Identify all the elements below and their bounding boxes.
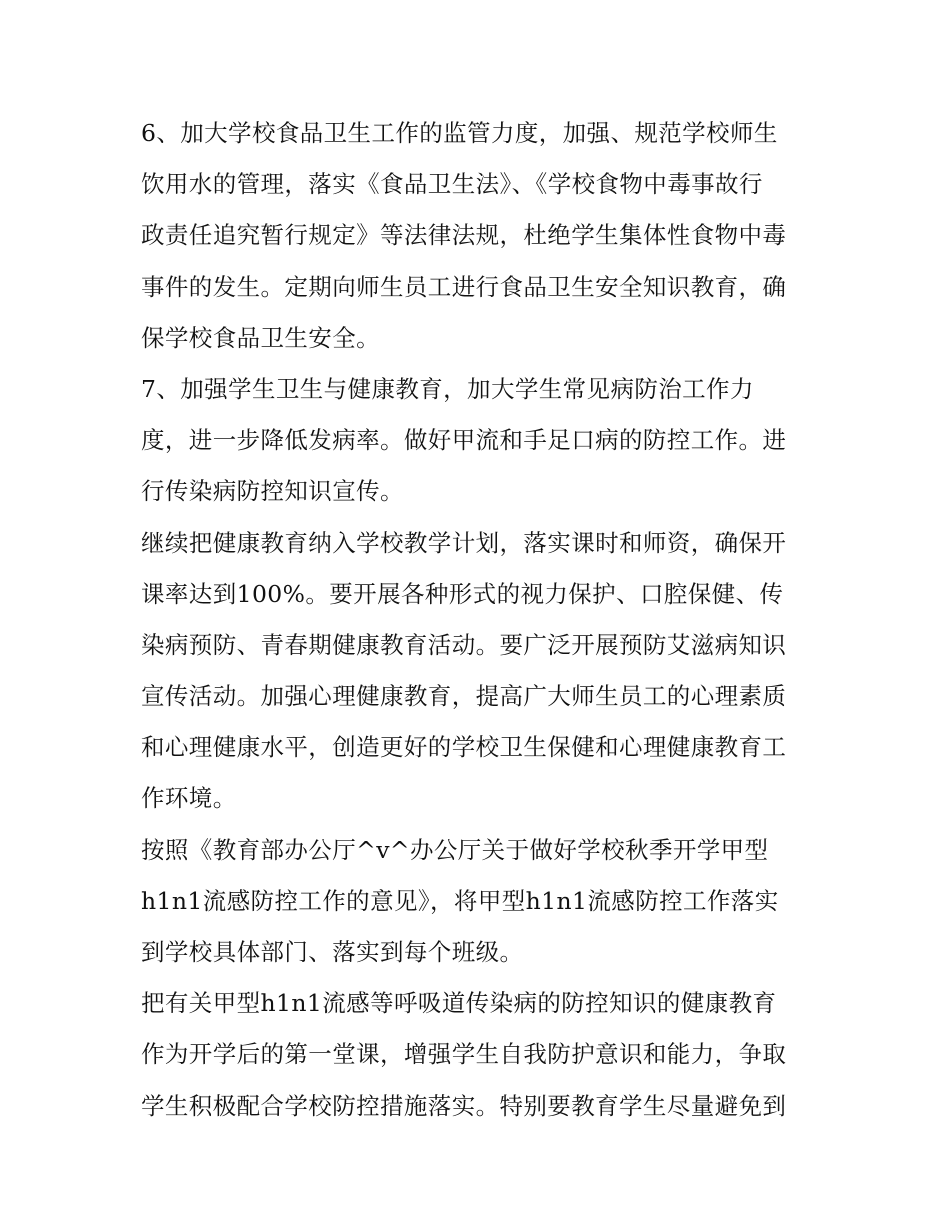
- text-line: 作为开学后的第一堂课，增强学生自我防护意识和能力，争取: [141, 1040, 787, 1069]
- text-line: 课率达到100%。要开展各种形式的视力保护、口腔保健、传: [141, 579, 784, 608]
- text-line: 作环境。: [141, 784, 237, 813]
- text-line: 继续把健康教育纳入学校教学计划，落实课时和师资，确保开: [141, 528, 787, 557]
- text-line: 把有关甲型h1n1流感等呼吸道传染病的防控知识的健康教育: [141, 989, 777, 1018]
- text-line: 染病预防、青春期健康教育活动。要广泛开展预防艾滋病知识: [141, 630, 787, 659]
- text-line: 宣传活动。加强心理健康教育，提高广大师生员工的心理素质: [141, 682, 787, 711]
- text-line: 饮用水的管理，落实《食品卫生法》、《学校食物中毒事故行: [141, 170, 763, 199]
- text-line: 学生积极配合学校防控措施落实。特别要教育学生尽量避免到: [141, 1091, 787, 1120]
- document-body: [141, 108, 821, 1132]
- text-line: 事件的发生。定期向师生员工进行食品卫生安全知识教育，确: [141, 272, 787, 301]
- text-line: 行传染病防控知识宣传。: [141, 477, 404, 506]
- text-line: h1n1流感防控工作的意见》，将甲型h1n1流感防控工作落实: [141, 886, 779, 915]
- text-line: 按照《教育部办公厅^v^办公厅关于做好学校秋季开学甲型: [141, 835, 769, 864]
- text-line: 度，进一步降低发病率。做好甲流和手足口病的防控工作。进: [141, 426, 787, 455]
- text-line: 7、加强学生卫生与健康教育，加大学生常见病防治工作力: [141, 374, 754, 403]
- text-line: 保学校食品卫生安全。: [141, 323, 380, 352]
- text-line: 6、加大学校食品卫生工作的监管力度，加强、规范学校师生: [141, 119, 778, 147]
- text-line: 和心理健康水平，创造更好的学校卫生保健和心理健康教育工: [141, 733, 787, 762]
- text-line: 政责任追究暂行规定》等法律法规，杜绝学生集体性食物中毒: [141, 221, 787, 250]
- text-line: 到学校具体部门、落实到每个班级。: [141, 938, 524, 966]
